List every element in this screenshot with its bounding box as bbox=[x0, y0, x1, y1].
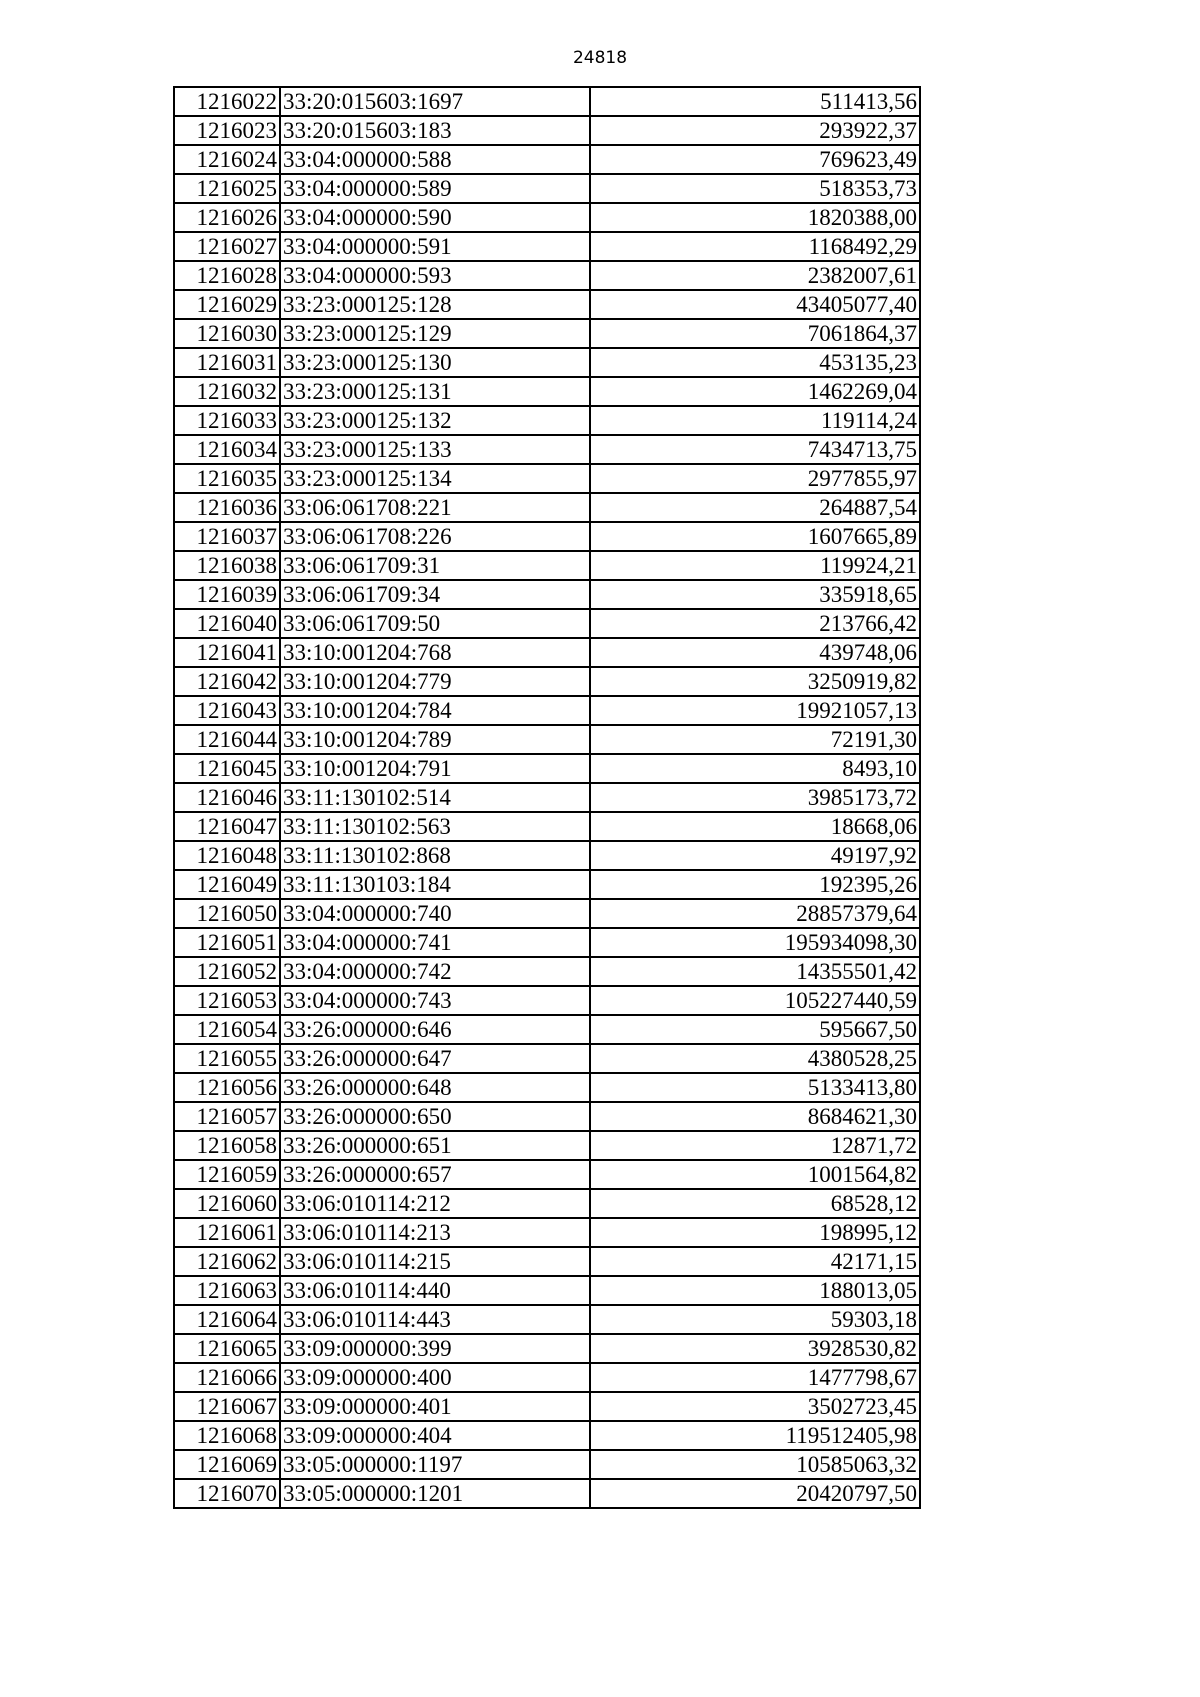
row-id-cell: 1216063 bbox=[174, 1276, 280, 1305]
value-cell: 1607665,89 bbox=[590, 522, 920, 551]
value-cell: 453135,23 bbox=[590, 348, 920, 377]
table-row bbox=[174, 1421, 920, 1450]
table-row bbox=[174, 551, 920, 580]
cadastral-number-cell: 33:06:010114:215 bbox=[280, 1247, 590, 1276]
cadastral-number-cell: 33:10:001204:791 bbox=[280, 754, 590, 783]
table-row bbox=[174, 725, 920, 754]
table-row bbox=[174, 261, 920, 290]
value-cell: 439748,06 bbox=[590, 638, 920, 667]
cadastral-number-cell: 33:06:061709:34 bbox=[280, 580, 590, 609]
cadastral-number-cell: 33:06:061708:221 bbox=[280, 493, 590, 522]
row-id-cell: 1216050 bbox=[174, 899, 280, 928]
value-cell: 518353,73 bbox=[590, 174, 920, 203]
value-cell: 1168492,29 bbox=[590, 232, 920, 261]
value-cell: 511413,56 bbox=[590, 87, 920, 116]
cadastral-number-cell: 33:11:130102:868 bbox=[280, 841, 590, 870]
table-body bbox=[174, 87, 920, 1508]
value-cell: 293922,37 bbox=[590, 116, 920, 145]
row-id-cell: 1216068 bbox=[174, 1421, 280, 1450]
cadastral-number-cell: 33:23:000125:130 bbox=[280, 348, 590, 377]
table-row bbox=[174, 1160, 920, 1189]
cadastral-number-cell: 33:26:000000:651 bbox=[280, 1131, 590, 1160]
cadastral-number-cell: 33:05:000000:1197 bbox=[280, 1450, 590, 1479]
table-row bbox=[174, 1044, 920, 1073]
cadastral-number-cell: 33:26:000000:647 bbox=[280, 1044, 590, 1073]
row-id-cell: 1216066 bbox=[174, 1363, 280, 1392]
row-id-cell: 1216047 bbox=[174, 812, 280, 841]
row-id-cell: 1216069 bbox=[174, 1450, 280, 1479]
table-row bbox=[174, 290, 920, 319]
value-cell: 68528,12 bbox=[590, 1189, 920, 1218]
row-id-cell: 1216038 bbox=[174, 551, 280, 580]
table-row bbox=[174, 1189, 920, 1218]
value-cell: 105227440,59 bbox=[590, 986, 920, 1015]
value-cell: 8493,10 bbox=[590, 754, 920, 783]
value-cell: 3985173,72 bbox=[590, 783, 920, 812]
cadastral-number-cell: 33:04:000000:591 bbox=[280, 232, 590, 261]
cadastral-number-cell: 33:26:000000:646 bbox=[280, 1015, 590, 1044]
cadastral-number-cell: 33:20:015603:183 bbox=[280, 116, 590, 145]
row-id-cell: 1216065 bbox=[174, 1334, 280, 1363]
cadastral-number-cell: 33:11:130103:184 bbox=[280, 870, 590, 899]
value-cell: 2382007,61 bbox=[590, 261, 920, 290]
row-id-cell: 1216062 bbox=[174, 1247, 280, 1276]
value-cell: 10585063,32 bbox=[590, 1450, 920, 1479]
cadastral-number-cell: 33:06:061709:50 bbox=[280, 609, 590, 638]
row-id-cell: 1216023 bbox=[174, 116, 280, 145]
value-cell: 213766,42 bbox=[590, 609, 920, 638]
row-id-cell: 1216060 bbox=[174, 1189, 280, 1218]
value-cell: 43405077,40 bbox=[590, 290, 920, 319]
row-id-cell: 1216027 bbox=[174, 232, 280, 261]
cadastral-value-table bbox=[173, 86, 921, 1509]
row-id-cell: 1216025 bbox=[174, 174, 280, 203]
row-id-cell: 1216051 bbox=[174, 928, 280, 957]
table-row bbox=[174, 1276, 920, 1305]
value-cell: 14355501,42 bbox=[590, 957, 920, 986]
row-id-cell: 1216053 bbox=[174, 986, 280, 1015]
value-cell: 7434713,75 bbox=[590, 435, 920, 464]
cadastral-number-cell: 33:10:001204:768 bbox=[280, 638, 590, 667]
value-cell: 8684621,30 bbox=[590, 1102, 920, 1131]
value-cell: 769623,49 bbox=[590, 145, 920, 174]
value-cell: 42171,15 bbox=[590, 1247, 920, 1276]
cadastral-number-cell: 33:10:001204:784 bbox=[280, 696, 590, 725]
row-id-cell: 1216057 bbox=[174, 1102, 280, 1131]
cadastral-number-cell: 33:09:000000:399 bbox=[280, 1334, 590, 1363]
value-cell: 595667,50 bbox=[590, 1015, 920, 1044]
cadastral-number-cell: 33:26:000000:657 bbox=[280, 1160, 590, 1189]
table-row bbox=[174, 1131, 920, 1160]
table-row bbox=[174, 87, 920, 116]
table-row bbox=[174, 696, 920, 725]
value-cell: 119924,21 bbox=[590, 551, 920, 580]
value-cell: 4380528,25 bbox=[590, 1044, 920, 1073]
table-row bbox=[174, 493, 920, 522]
row-id-cell: 1216046 bbox=[174, 783, 280, 812]
value-cell: 188013,05 bbox=[590, 1276, 920, 1305]
row-id-cell: 1216035 bbox=[174, 464, 280, 493]
table-row bbox=[174, 1392, 920, 1421]
cadastral-number-cell: 33:10:001204:779 bbox=[280, 667, 590, 696]
value-cell: 335918,65 bbox=[590, 580, 920, 609]
row-id-cell: 1216029 bbox=[174, 290, 280, 319]
cadastral-number-cell: 33:09:000000:401 bbox=[280, 1392, 590, 1421]
value-cell: 19921057,13 bbox=[590, 696, 920, 725]
value-cell: 198995,12 bbox=[590, 1218, 920, 1247]
table-row bbox=[174, 928, 920, 957]
page-number: 24818 bbox=[572, 48, 628, 68]
table-row bbox=[174, 203, 920, 232]
value-cell: 1820388,00 bbox=[590, 203, 920, 232]
cadastral-number-cell: 33:10:001204:789 bbox=[280, 725, 590, 754]
table-row bbox=[174, 1247, 920, 1276]
cadastral-number-cell: 33:26:000000:650 bbox=[280, 1102, 590, 1131]
row-id-cell: 1216040 bbox=[174, 609, 280, 638]
table-row bbox=[174, 580, 920, 609]
row-id-cell: 1216028 bbox=[174, 261, 280, 290]
table-row bbox=[174, 1479, 920, 1508]
table-row bbox=[174, 232, 920, 261]
row-id-cell: 1216026 bbox=[174, 203, 280, 232]
cadastral-number-cell: 33:04:000000:590 bbox=[280, 203, 590, 232]
cadastral-number-cell: 33:23:000125:129 bbox=[280, 319, 590, 348]
row-id-cell: 1216043 bbox=[174, 696, 280, 725]
cadastral-number-cell: 33:09:000000:400 bbox=[280, 1363, 590, 1392]
row-id-cell: 1216044 bbox=[174, 725, 280, 754]
cadastral-number-cell: 33:04:000000:588 bbox=[280, 145, 590, 174]
value-cell: 119512405,98 bbox=[590, 1421, 920, 1450]
row-id-cell: 1216048 bbox=[174, 841, 280, 870]
table-row bbox=[174, 522, 920, 551]
row-id-cell: 1216055 bbox=[174, 1044, 280, 1073]
cadastral-number-cell: 33:04:000000:740 bbox=[280, 899, 590, 928]
table-row bbox=[174, 957, 920, 986]
row-id-cell: 1216042 bbox=[174, 667, 280, 696]
row-id-cell: 1216056 bbox=[174, 1073, 280, 1102]
cadastral-number-cell: 33:06:061708:226 bbox=[280, 522, 590, 551]
table-row bbox=[174, 783, 920, 812]
table-row bbox=[174, 1363, 920, 1392]
cadastral-number-cell: 33:04:000000:593 bbox=[280, 261, 590, 290]
row-id-cell: 1216039 bbox=[174, 580, 280, 609]
table-row bbox=[174, 406, 920, 435]
value-cell: 18668,06 bbox=[590, 812, 920, 841]
cadastral-number-cell: 33:20:015603:1697 bbox=[280, 87, 590, 116]
value-cell: 195934098,30 bbox=[590, 928, 920, 957]
cadastral-number-cell: 33:06:010114:443 bbox=[280, 1305, 590, 1334]
row-id-cell: 1216064 bbox=[174, 1305, 280, 1334]
cadastral-number-cell: 33:04:000000:743 bbox=[280, 986, 590, 1015]
cadastral-number-cell: 33:06:010114:213 bbox=[280, 1218, 590, 1247]
row-id-cell: 1216045 bbox=[174, 754, 280, 783]
value-cell: 2977855,97 bbox=[590, 464, 920, 493]
row-id-cell: 1216022 bbox=[174, 87, 280, 116]
cadastral-number-cell: 33:04:000000:742 bbox=[280, 957, 590, 986]
value-cell: 28857379,64 bbox=[590, 899, 920, 928]
table-row bbox=[174, 1450, 920, 1479]
cadastral-number-cell: 33:06:010114:440 bbox=[280, 1276, 590, 1305]
table-row bbox=[174, 174, 920, 203]
value-cell: 3928530,82 bbox=[590, 1334, 920, 1363]
table-row bbox=[174, 319, 920, 348]
table-row bbox=[174, 1305, 920, 1334]
row-id-cell: 1216061 bbox=[174, 1218, 280, 1247]
cadastral-number-cell: 33:23:000125:128 bbox=[280, 290, 590, 319]
cadastral-number-cell: 33:23:000125:134 bbox=[280, 464, 590, 493]
row-id-cell: 1216059 bbox=[174, 1160, 280, 1189]
value-cell: 20420797,50 bbox=[590, 1479, 920, 1508]
table-row bbox=[174, 1102, 920, 1131]
table-row bbox=[174, 435, 920, 464]
row-id-cell: 1216036 bbox=[174, 493, 280, 522]
row-id-cell: 1216054 bbox=[174, 1015, 280, 1044]
cadastral-number-cell: 33:06:010114:212 bbox=[280, 1189, 590, 1218]
cadastral-number-cell: 33:04:000000:589 bbox=[280, 174, 590, 203]
value-cell: 264887,54 bbox=[590, 493, 920, 522]
row-id-cell: 1216037 bbox=[174, 522, 280, 551]
table-row bbox=[174, 1015, 920, 1044]
value-cell: 5133413,80 bbox=[590, 1073, 920, 1102]
value-cell: 119114,24 bbox=[590, 406, 920, 435]
table-row bbox=[174, 1218, 920, 1247]
value-cell: 3250919,82 bbox=[590, 667, 920, 696]
value-cell: 7061864,37 bbox=[590, 319, 920, 348]
cadastral-number-cell: 33:04:000000:741 bbox=[280, 928, 590, 957]
cadastral-number-cell: 33:26:000000:648 bbox=[280, 1073, 590, 1102]
table-row bbox=[174, 870, 920, 899]
row-id-cell: 1216032 bbox=[174, 377, 280, 406]
table-row bbox=[174, 464, 920, 493]
table-row bbox=[174, 638, 920, 667]
value-cell: 3502723,45 bbox=[590, 1392, 920, 1421]
value-cell: 192395,26 bbox=[590, 870, 920, 899]
row-id-cell: 1216052 bbox=[174, 957, 280, 986]
table-row bbox=[174, 899, 920, 928]
value-cell: 1001564,82 bbox=[590, 1160, 920, 1189]
row-id-cell: 1216049 bbox=[174, 870, 280, 899]
value-cell: 1462269,04 bbox=[590, 377, 920, 406]
value-cell: 49197,92 bbox=[590, 841, 920, 870]
table-row bbox=[174, 812, 920, 841]
table-row bbox=[174, 377, 920, 406]
row-id-cell: 1216024 bbox=[174, 145, 280, 174]
row-id-cell: 1216033 bbox=[174, 406, 280, 435]
table-row bbox=[174, 841, 920, 870]
table-row bbox=[174, 986, 920, 1015]
cadastral-number-cell: 33:11:130102:514 bbox=[280, 783, 590, 812]
value-cell: 59303,18 bbox=[590, 1305, 920, 1334]
row-id-cell: 1216041 bbox=[174, 638, 280, 667]
row-id-cell: 1216058 bbox=[174, 1131, 280, 1160]
table-row bbox=[174, 667, 920, 696]
row-id-cell: 1216070 bbox=[174, 1479, 280, 1508]
cadastral-number-cell: 33:23:000125:132 bbox=[280, 406, 590, 435]
value-cell: 1477798,67 bbox=[590, 1363, 920, 1392]
row-id-cell: 1216030 bbox=[174, 319, 280, 348]
cadastral-number-cell: 33:09:000000:404 bbox=[280, 1421, 590, 1450]
value-cell: 12871,72 bbox=[590, 1131, 920, 1160]
table-row bbox=[174, 145, 920, 174]
table-row bbox=[174, 1334, 920, 1363]
cadastral-number-cell: 33:11:130102:563 bbox=[280, 812, 590, 841]
cadastral-number-cell: 33:23:000125:131 bbox=[280, 377, 590, 406]
table-row bbox=[174, 116, 920, 145]
row-id-cell: 1216031 bbox=[174, 348, 280, 377]
row-id-cell: 1216067 bbox=[174, 1392, 280, 1421]
cadastral-number-cell: 33:06:061709:31 bbox=[280, 551, 590, 580]
table-row bbox=[174, 348, 920, 377]
cadastral-number-cell: 33:23:000125:133 bbox=[280, 435, 590, 464]
row-id-cell: 1216034 bbox=[174, 435, 280, 464]
cadastral-number-cell: 33:05:000000:1201 bbox=[280, 1479, 590, 1508]
table-row bbox=[174, 1073, 920, 1102]
value-cell: 72191,30 bbox=[590, 725, 920, 754]
table-row bbox=[174, 754, 920, 783]
table-row bbox=[174, 609, 920, 638]
